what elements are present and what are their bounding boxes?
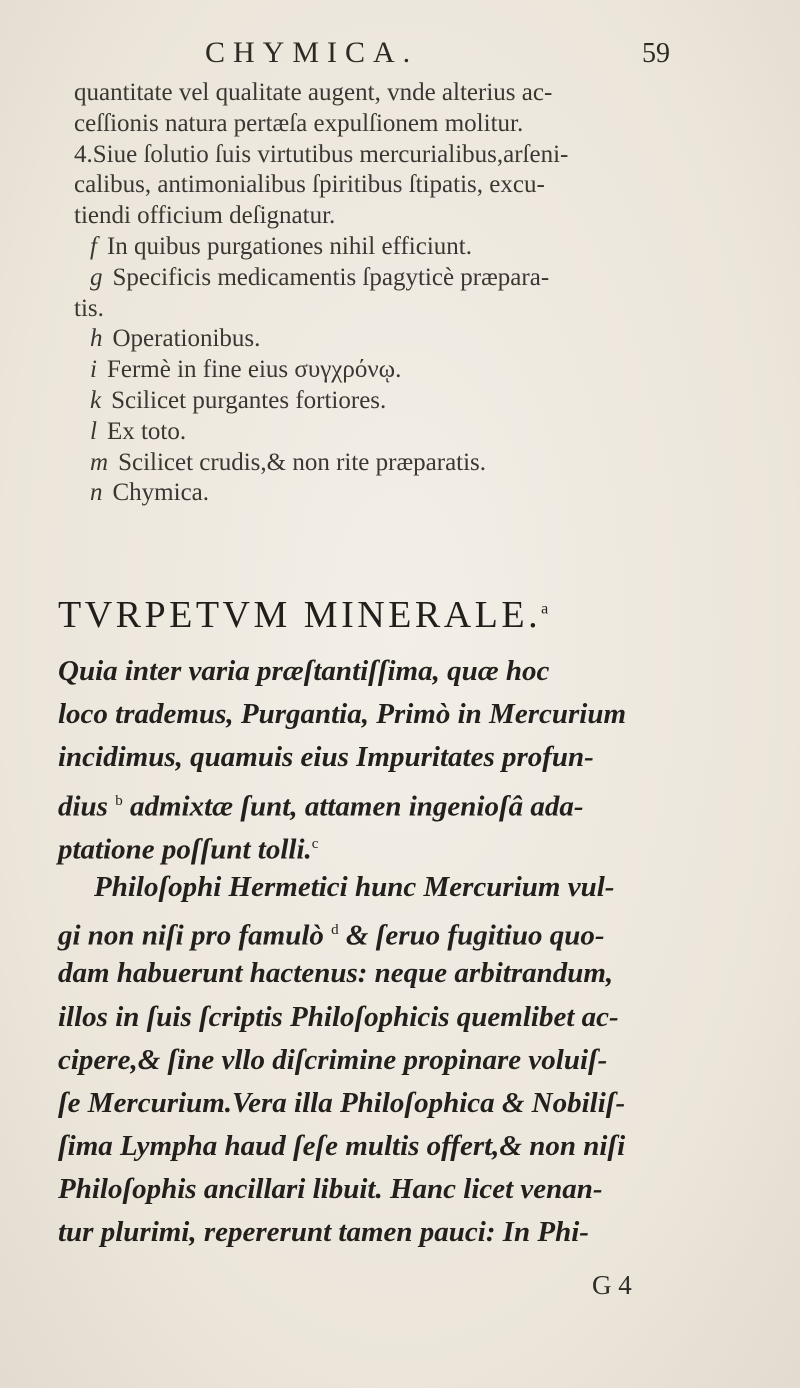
text-line: loco trademus, Purgantia, Primò in Mercurium bbox=[58, 698, 627, 731]
note-marker: f bbox=[90, 232, 97, 260]
running-head: CHYMICA. bbox=[205, 36, 419, 69]
text-line: ſe Mercurium.Vera illa Philoſophica & Nobiliſ- bbox=[58, 1086, 626, 1119]
section-title: TVRPETVM MINERALE.$^a$ bbox=[58, 594, 549, 636]
note-marker: m bbox=[90, 448, 109, 476]
note-line: n Chymica. bbox=[90, 479, 210, 507]
text-line: gi non niſi pro famulò $^d$ & ſeruo fugitiuo quo- bbox=[58, 919, 605, 952]
note-reference: b bbox=[115, 792, 123, 809]
note-marker: l bbox=[90, 417, 97, 445]
text-line: dius $^b$ admixtæ ſunt, attamen ingenioſâ ada- bbox=[58, 790, 584, 823]
title-note-marker: a bbox=[541, 600, 549, 618]
note-line: l Ex toto. bbox=[90, 417, 187, 445]
note-marker: n bbox=[90, 479, 103, 507]
note-line: m Scilicet crudis,& non rite præparatis. bbox=[90, 448, 487, 476]
text-line: ſima Lympha haud ſeſe multis offert,& non niſi bbox=[58, 1130, 626, 1163]
footnotes-block bbox=[64, 78, 754, 509]
main-text bbox=[58, 650, 758, 1255]
note-line: calibus, antimonialibus ſpiritibus ſtipatis, excu- bbox=[74, 171, 545, 199]
page-number: 59 bbox=[642, 38, 670, 69]
text-line: ptatione poſſunt tolli.$^c$ bbox=[58, 833, 319, 866]
note-reference: d bbox=[331, 922, 339, 939]
text-line: illos in ſuis ſcriptis Philoſophicis quemlibet ac- bbox=[58, 1000, 619, 1033]
text-line: tur plurimi, repererunt tamen pauci: In Phi- bbox=[58, 1216, 589, 1249]
note-marker: g bbox=[90, 263, 103, 291]
note-line: f In quibus purgationes nihil efficiunt. bbox=[90, 232, 472, 260]
note-line: ceſſionis natura pertæſa expulſionem molitur. bbox=[74, 109, 524, 137]
signature-mark: G 4 bbox=[592, 1270, 632, 1300]
note-marker: k bbox=[90, 386, 102, 414]
note-line: g Specificis medicamentis ſpagyticè præpara- bbox=[90, 263, 550, 291]
text-line: incidimus, quamuis eius Impuritates profun- bbox=[58, 741, 594, 774]
note-line: quantitate vel qualitate augent, vnde alterius ac- bbox=[74, 79, 553, 106]
note-reference: c bbox=[311, 835, 319, 852]
note-line: k Scilicet purgantes fortiores. bbox=[90, 386, 387, 414]
note-line: 4.Siue ſolutio ſuis virtutibus mercurialibus,arſeni- bbox=[74, 140, 569, 168]
note-marker: i bbox=[90, 356, 97, 384]
text-line: cipere,& ſine vllo diſcrimine propinare voluiſ- bbox=[58, 1043, 608, 1076]
note-marker: h bbox=[90, 325, 103, 353]
note-line: tis. bbox=[74, 294, 104, 322]
text-line: Philoſophis ancillari libuit. Hanc licet venan- bbox=[58, 1173, 603, 1206]
note-line: tiendi officium deſignatur. bbox=[74, 202, 336, 230]
text-line: Quia inter varia præſtantiſſima, quæ hoc bbox=[58, 655, 550, 687]
note-line: i Fermè in fine eius συγχρόνῳ. bbox=[90, 356, 402, 384]
page-header bbox=[0, 36, 800, 76]
note-line: h Operationibus. bbox=[90, 325, 261, 353]
text-line: dam habuerunt hactenus: neque arbitrandum, bbox=[58, 957, 614, 990]
text-line: Philoſophi Hermetici hunc Mercurium vul- bbox=[94, 870, 615, 903]
